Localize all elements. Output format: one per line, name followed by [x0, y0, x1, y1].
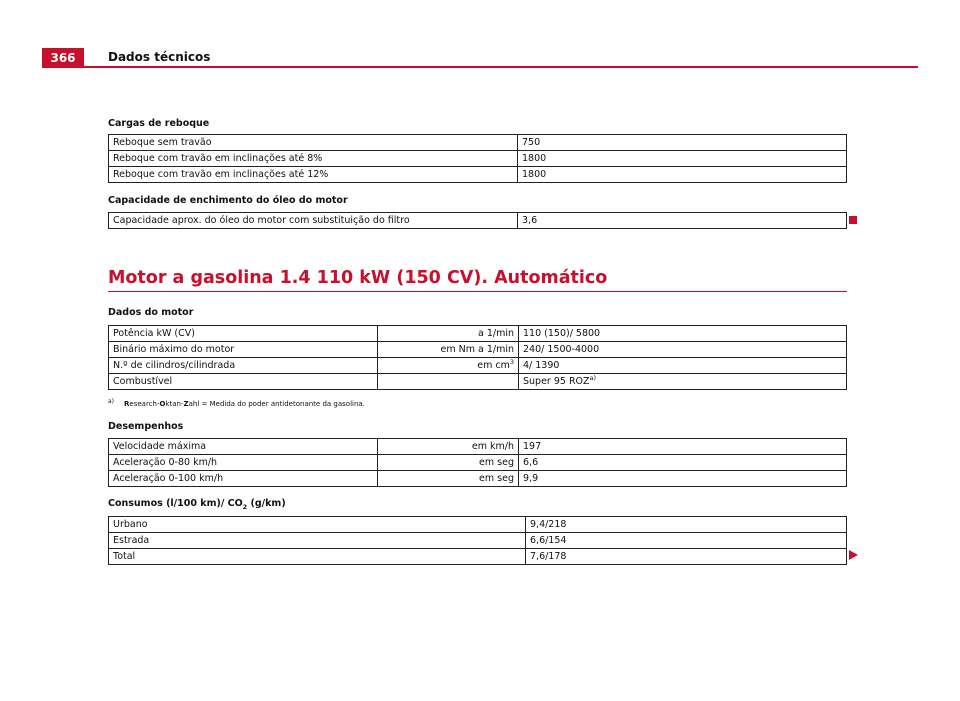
row-value: 3,6: [518, 213, 847, 229]
footnote-text-1: esearch-: [129, 400, 160, 408]
row-unit: em seg: [378, 471, 519, 487]
row-value: 110 (150)/ 5800: [519, 326, 847, 342]
footnote-bold-r: R: [124, 400, 130, 408]
row-value: [519, 374, 847, 390]
engine-title: Dados do motor: [108, 307, 194, 318]
row-value: 750: [518, 135, 847, 151]
section-rule: [108, 291, 847, 292]
row-value: 9,4/218: [526, 517, 847, 533]
section-title: Motor a gasolina 1.4 110 kW (150 CV). Automático: [108, 268, 608, 288]
row-value: 4/ 1390: [519, 358, 847, 374]
consumption-title-unit: (g/km): [247, 498, 286, 509]
row-label: Reboque com travão em inclinações até 8%: [109, 151, 518, 167]
table-row: [109, 167, 847, 183]
table-row: [109, 151, 847, 167]
row-label: Capacidade aprox. do óleo do motor com substituição do filtro: [109, 213, 518, 229]
row-label: Estrada: [109, 533, 526, 549]
table-row: [109, 342, 847, 358]
row-label: Aceleração 0-80 km/h: [109, 455, 378, 471]
table-row: [109, 439, 847, 455]
towing-title: Cargas de reboque: [108, 118, 210, 129]
row-label: N.º de cilindros/cilindrada: [109, 358, 378, 374]
arrow-right-icon: [849, 550, 858, 560]
table-row: [109, 358, 847, 374]
row-value: 197: [519, 439, 847, 455]
row-label: Reboque com travão em inclinações até 12%: [109, 167, 518, 183]
footnote-bold-o: O: [159, 400, 166, 408]
row-value: 1800: [518, 167, 847, 183]
row-unit: em seg: [378, 455, 519, 471]
page-number: 366: [42, 48, 84, 68]
unit-superscript: 3: [509, 357, 514, 366]
unit-text: em cm: [477, 360, 510, 371]
value-text: Super 95 ROZ: [523, 376, 590, 387]
table-row: [109, 549, 847, 565]
row-value: 1800: [518, 151, 847, 167]
row-label: Binário máximo do motor: [109, 342, 378, 358]
row-label: Combustível: [109, 374, 378, 390]
table-row: [109, 517, 847, 533]
row-value: 6,6: [519, 455, 847, 471]
row-unit: em km/h: [378, 439, 519, 455]
footnote: [108, 400, 365, 408]
consumption-title: [108, 498, 286, 509]
table-row: [109, 374, 847, 390]
oil-title: Capacidade de enchimento do óleo do motor: [108, 195, 348, 206]
footnote-text-3: ahl = Medida do poder antidetonante da gasolina.: [188, 400, 365, 408]
row-label: Aceleração 0-100 km/h: [109, 471, 378, 487]
row-label: Reboque sem travão: [109, 135, 518, 151]
row-unit: em Nm a 1/min: [378, 342, 519, 358]
row-unit: [378, 374, 519, 390]
row-label: Potência kW (CV): [109, 326, 378, 342]
table-row: [109, 326, 847, 342]
row-unit: [378, 358, 519, 374]
row-label: Velocidade máxima: [109, 439, 378, 455]
footnote-bold-z: Z: [183, 400, 189, 408]
performance-table: [108, 438, 847, 487]
row-label: Urbano: [109, 517, 526, 533]
header-rule: [84, 66, 918, 68]
engine-table: [108, 325, 847, 390]
consumption-title-text: Consumos (l/100 km)/ CO: [108, 498, 243, 509]
row-label: Total: [109, 549, 526, 565]
row-value: 9,9: [519, 471, 847, 487]
row-value: 240/ 1500-4000: [519, 342, 847, 358]
row-value: 7,6/178: [526, 549, 847, 565]
oil-table: [108, 212, 847, 229]
consumption-table: [108, 516, 847, 565]
row-value: 6,6/154: [526, 533, 847, 549]
row-unit: a 1/min: [378, 326, 519, 342]
footnote-text-2: ktan-: [165, 400, 184, 408]
table-row: [109, 135, 847, 151]
table-row: [109, 533, 847, 549]
page-header-title: Dados técnicos: [108, 50, 211, 64]
towing-table: [108, 134, 847, 183]
consumption-title-sub: 2: [242, 502, 248, 511]
performance-title: Desempenhos: [108, 421, 184, 432]
end-square-icon: [849, 216, 857, 224]
table-row: [109, 455, 847, 471]
footnote-ref: a): [589, 373, 597, 382]
table-row: [109, 213, 847, 229]
table-row: [109, 471, 847, 487]
footnote-mark: a): [108, 398, 115, 405]
